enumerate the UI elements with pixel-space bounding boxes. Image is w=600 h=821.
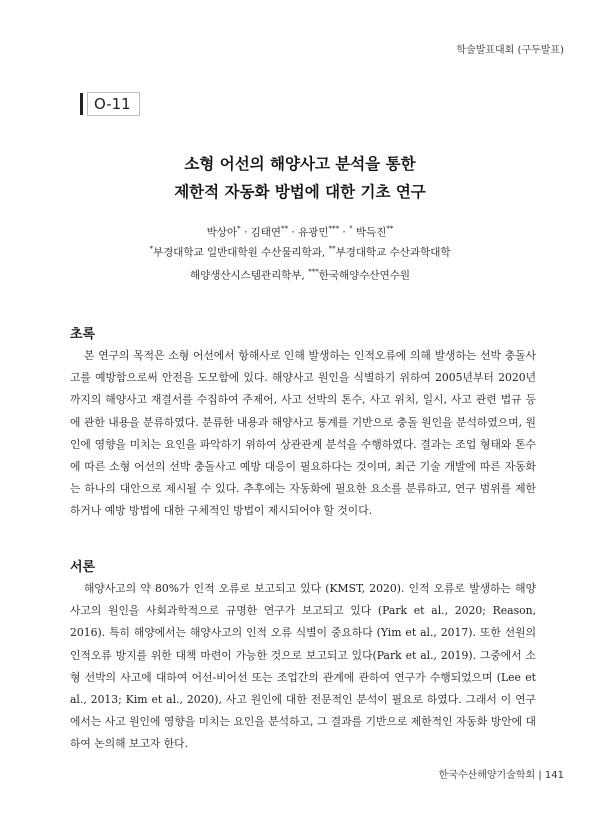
affiliation-text: 부경대학교 수산과학대학 [335, 246, 451, 259]
intro-heading: 서론 [70, 560, 96, 575]
page-footer: 한국수산해양기술학회 | 141 [438, 770, 564, 781]
affiliation-text: 부경대학교 일반대학원 수산물리학과, [152, 246, 329, 259]
corresponding-mark: ° [349, 225, 353, 233]
author-mark: *** [328, 225, 340, 233]
paper-title [0, 150, 600, 206]
affiliation-text: 해양생산시스템관리학부, [189, 269, 309, 281]
title-line-1: 소형 어선의 해양사고 분석을 통한 [184, 155, 416, 173]
paper-code-box [80, 91, 140, 117]
affiliation-line-2 [0, 263, 600, 286]
author-mark: ** [386, 225, 394, 233]
code-accent-bar [80, 93, 83, 115]
intro-paragraph: 해양사고의 약 80%가 인적 오류로 보고되고 있다 (KMST, 2020). 인적 오류로 발생하는 해양사고의 원인을 사회과학적으로 규명한 연구가 보고되고 있다 (Park et al., 2020; Reason, 2016). 특히 해양에서는 해양사고의 인적 오류 식별이 중요하다 (Yim et al., 2017). 또한 선원의 인적오류 방지를 위한 대책 마련이 가능한 것으로 보고되고 있다(Park et al., 2019). 그중에서 소형 선박의 사고에 대하여 어선-비어선 또는 조업간의 관계에 관하여 연구가 수행되었으며 (Lee et al., 2013; Kim et al., 2020), 사고 원인에 대한 전문적인 분석이 필요로 하였다. 그래서 이 연구에서는 사고 원인에 영향을 미치는 요인을 분석하고, 그 결과를 기반으로 제한적인 자동화 방안에 대하여 논의해 보고자 한다. [70, 582, 536, 751]
author-mark: ** [281, 225, 289, 233]
author-name: 박상아 [206, 226, 238, 239]
author-mark: * [237, 225, 241, 233]
author-name: 유광민 [298, 226, 329, 239]
affiliation-mark: * [149, 245, 153, 253]
author-separator: · [342, 226, 346, 239]
author-list [0, 219, 600, 243]
affiliations [0, 240, 600, 285]
author-name: 김태연 [250, 226, 282, 239]
abstract-paragraph: 본 연구의 목적은 소형 어선에서 항해사로 인해 발생하는 인적오류에 의해 발생하는 선박 충돌사고를 예방함으로써 안전을 도모함에 있다. 해양사고 원인을 식별하기 위하여 2005년부터 2020년까지의 해양사고 재결서를 수집하여 주제어, 사고 선박의 톤수, 사고 위치, 일시, 사고 관련 법규 등에 관한 내용을 분류하였다. 분류한 내용과 해양사고 통계를 기반으로 충돌 원인을 분석하였으며, 원인에 영향을 미치는 요인을 파악하기 위하여 상관관계 분석을 수행하였다. 결과는 조업 형태와 톤수에 따른 소형 어선의 선박 충돌사고 예방 대응이 필요하다는 것이며, 최근 기술 개발에 따른 자동화는 하나의 대안으로 제시될 수 있다. 추후에는 자동화에 필요한 요소를 분류하고, 연구 범위를 제한하거나 예방 방법에 대한 구체적인 방법이 제시되어야 할 것이다. [70, 349, 536, 518]
affiliation-text: 한국해양수산연수원 [318, 269, 411, 281]
abstract-heading: 초록 [70, 327, 96, 342]
affiliation-mark: *** [308, 267, 319, 276]
paper-code: O-11 [87, 92, 140, 116]
author-name: 박득진 [355, 226, 387, 239]
author-separator: · [291, 226, 295, 239]
affiliation-mark: ** [328, 245, 336, 253]
title-line-2: 제한적 자동화 방법에 대한 기초 연구 [174, 183, 426, 201]
session-header: 학술발표대회 (구두발표) [456, 45, 564, 56]
author-separator: · [243, 226, 248, 239]
affiliation-line-1 [0, 240, 600, 263]
